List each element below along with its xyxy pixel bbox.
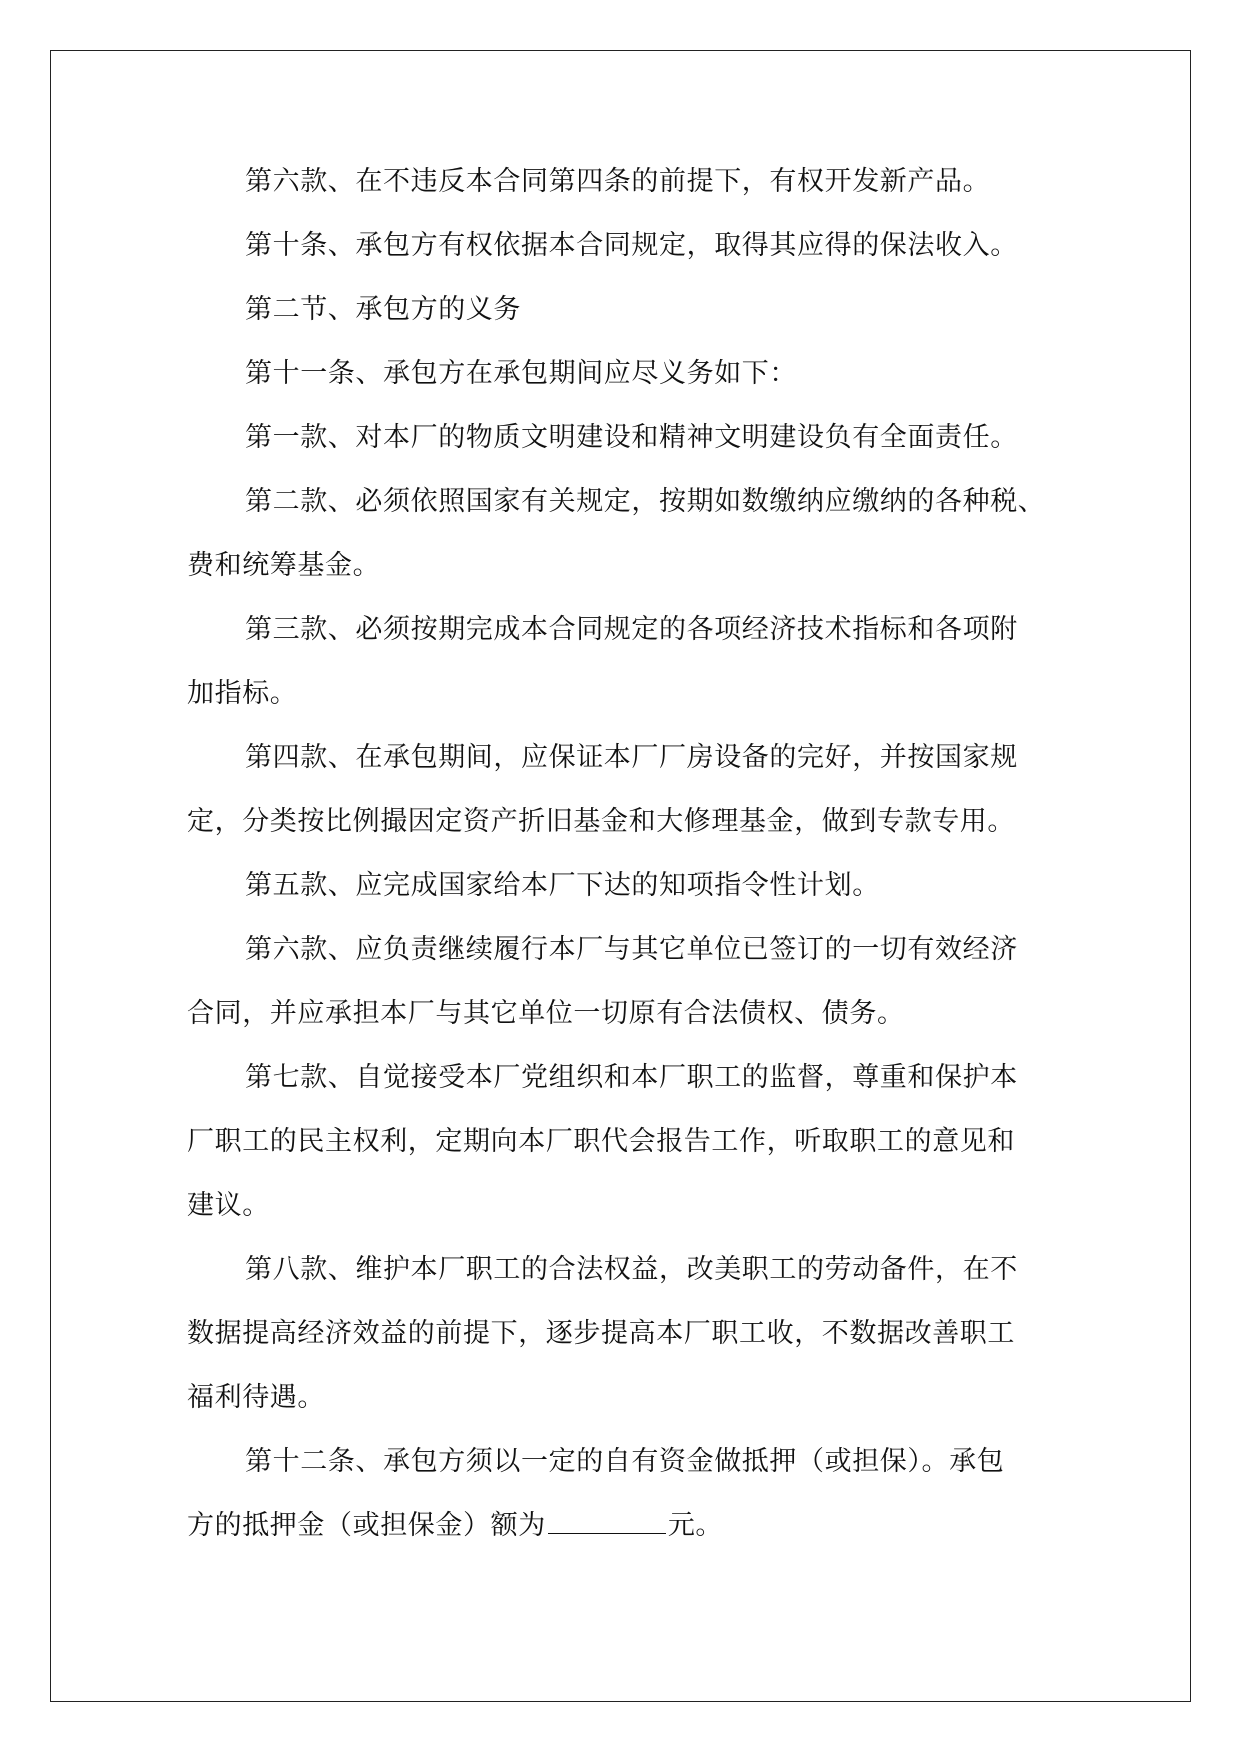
text-line: 数据提高经济效益的前提下，逐步提高本厂职工收，不数据改善职工: [187, 1318, 1015, 1349]
text-line-with-blank: [187, 1494, 1057, 1558]
amount-suffix-text: 元。: [667, 1510, 724, 1541]
clause-paragraph: [187, 150, 1057, 214]
text-line: 第十二条、承包方须以一定的自有资金做抵押（或担保）。承包: [245, 1446, 1005, 1477]
text-line: 第一款、对本厂的物质文明建设和精神文明建设负有全面责任。: [245, 422, 1018, 453]
document-body: [187, 150, 1057, 1558]
clause-paragraph: [187, 470, 1057, 598]
amount-blank-field: [548, 1511, 666, 1534]
text-line: 定，分类按比例撮因定资产折旧基金和大修理基金，做到专款专用。: [187, 806, 1015, 837]
text-line: 厂职工的民主权利，定期向本厂职代会报告工作，听取职工的意见和: [187, 1126, 1015, 1157]
text-line: 第五款、应完成国家给本厂下达的知项指令性计划。: [245, 870, 880, 901]
clause-paragraph: [187, 1046, 1057, 1238]
clause-paragraph: [187, 406, 1057, 470]
amount-prefix-text: 方的抵押金（或担保金）额为: [187, 1510, 546, 1541]
text-line: 第六款、应负责继续履行本厂与其它单位已签订的一切有效经济: [245, 934, 1018, 965]
text-line: 第十一条、承包方在承包期间应尽义务如下：: [245, 358, 797, 389]
clause-paragraph: [187, 598, 1057, 726]
text-line: 第四款、在承包期间，应保证本厂厂房设备的完好，并按国家规: [245, 742, 1018, 773]
clause-paragraph: [187, 342, 1057, 406]
clause-paragraph: [187, 726, 1057, 854]
text-line: 费和统筹基金。: [187, 550, 381, 581]
text-line: 加指标。: [187, 678, 298, 709]
clause-paragraph: [187, 1430, 1057, 1558]
text-line: 建议。: [187, 1190, 270, 1221]
clause-paragraph: [187, 1238, 1057, 1430]
clause-paragraph: [187, 854, 1057, 918]
text-line: 第二节、承包方的义务: [245, 294, 521, 325]
text-line: 第六款、在不违反本合同第四条的前提下，有权开发新产品。: [245, 166, 991, 197]
text-line: 第二款、必须依照国家有关规定，按期如数缴纳应缴纳的各种税、: [245, 486, 1046, 517]
clause-paragraph: [187, 918, 1057, 1046]
text-line: 福利待遇。: [187, 1382, 325, 1413]
clause-paragraph: [187, 214, 1057, 278]
text-line: 第十条、承包方有权依据本合同规定，取得其应得的保法收入。: [245, 230, 1018, 261]
text-line: 第三款、必须按期完成本合同规定的各项经济技术指标和各项附: [245, 614, 1018, 645]
section-heading: [187, 278, 1057, 342]
text-line: 合同，并应承担本厂与其它单位一切原有合法债权、债务。: [187, 998, 905, 1029]
text-line: 第八款、维护本厂职工的合法权益，改美职工的劳动备件，在不: [245, 1254, 1018, 1285]
text-line: 第七款、自觉接受本厂党组织和本厂职工的监督，尊重和保护本: [245, 1062, 1018, 1093]
